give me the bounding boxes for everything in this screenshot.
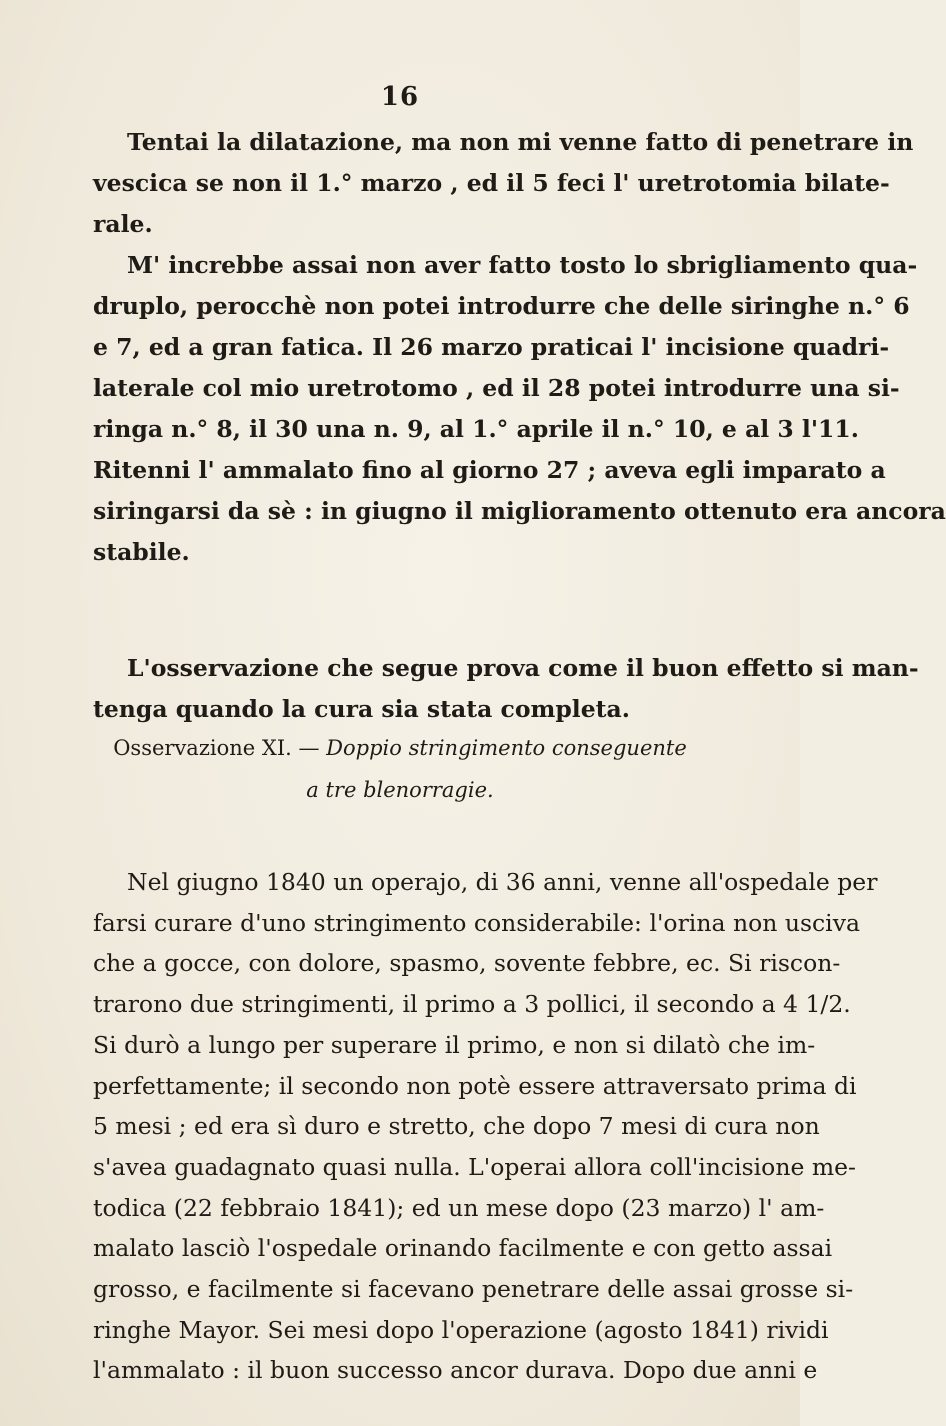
text-line: Ritenni l' ammalato fino al giorno 27 ; aveva egli imparato a — [93, 456, 886, 484]
text-line: vescica se non il 1.° marzo , ed il 5 feci l' uretrotomia bilate- — [93, 169, 890, 197]
text-line: tenga quando la cura sia stata completa. — [93, 695, 630, 723]
text-line: l'ammalato : il buon successo ancor durava. Dopo due anni e — [93, 1356, 818, 1385]
text-line: trarono due stringimenti, il primo a 3 pollici, il secondo a 4 1/2. — [93, 990, 851, 1019]
body-text-upper — [93, 122, 946, 573]
text-line: stabile. — [93, 538, 190, 566]
text-line: che a gocce, con dolore, spasmo, sovente febbre, ec. Si riscon- — [93, 949, 841, 978]
body-text-transition — [93, 648, 919, 730]
text-line: 5 mesi ; ed era sì duro e stretto, che dopo 7 mesi di cura non — [93, 1112, 820, 1141]
observation-heading-continued — [0, 770, 800, 810]
text-line: L'osservazione che segue prova come il buon effetto si man- — [127, 654, 919, 682]
text-line: farsi curare d'uno stringimento considerabile: l'orina non usciva — [93, 908, 860, 937]
text-line: Si durò a lungo per superare il primo, e non si dilatò che im- — [93, 1030, 816, 1059]
body-text-lower — [93, 862, 878, 1391]
text-line: s'avea guadagnato quasi nulla. L'operai allora coll'incisione me- — [93, 1152, 856, 1181]
text-line: grosso, e facilmente si facevano penetrare delle assai grosse si- — [93, 1275, 854, 1304]
page-number: 16 — [380, 82, 420, 112]
text-line: todica (22 febbraio 1841); ed un mese dopo (23 marzo) l' am- — [93, 1193, 825, 1222]
text-line: Tentai la dilatazione, ma non mi venne fatto di penetrare in — [127, 128, 914, 156]
text-line: ringhe Mayor. Sei mesi dopo l'operazione (agosto 1841) rividi — [93, 1315, 829, 1344]
text-line: rale. — [93, 210, 153, 238]
text-line: M' increbbe assai non aver fatto tosto lo sbrigliamento qua- — [127, 251, 918, 279]
observation-label: Osservazione XI. — — [113, 736, 320, 760]
text-line: Nel giugno 1840 un operajo, di 36 anni, venne all'ospedale per — [127, 868, 878, 896]
text-line: malato lasciò l'ospedale orinando facilmente e con getto assai — [93, 1234, 833, 1263]
text-line: druplo, perocchè non potei introdurre che delle siringhe n.° 6 — [93, 292, 910, 320]
observation-title-line2: a tre blenorragie. — [306, 778, 494, 802]
text-line: e 7, ed a gran fatica. Il 26 marzo praticai l' incisione quadri- — [93, 333, 890, 361]
observation-heading — [0, 728, 800, 768]
text-line: ringa n.° 8, il 30 una n. 9, al 1.° aprile il n.° 10, e al 3 l'11. — [93, 415, 859, 443]
observation-title-line1: Doppio stringimento conseguente — [326, 736, 687, 760]
text-line: laterale col mio uretrotomo , ed il 28 potei introdurre una si- — [93, 374, 900, 402]
text-line: siringarsi da sè : in giugno il miglioramento ottenuto era ancora — [93, 497, 946, 525]
text-line: perfettamente; il secondo non potè essere attraversato prima di — [93, 1071, 857, 1100]
